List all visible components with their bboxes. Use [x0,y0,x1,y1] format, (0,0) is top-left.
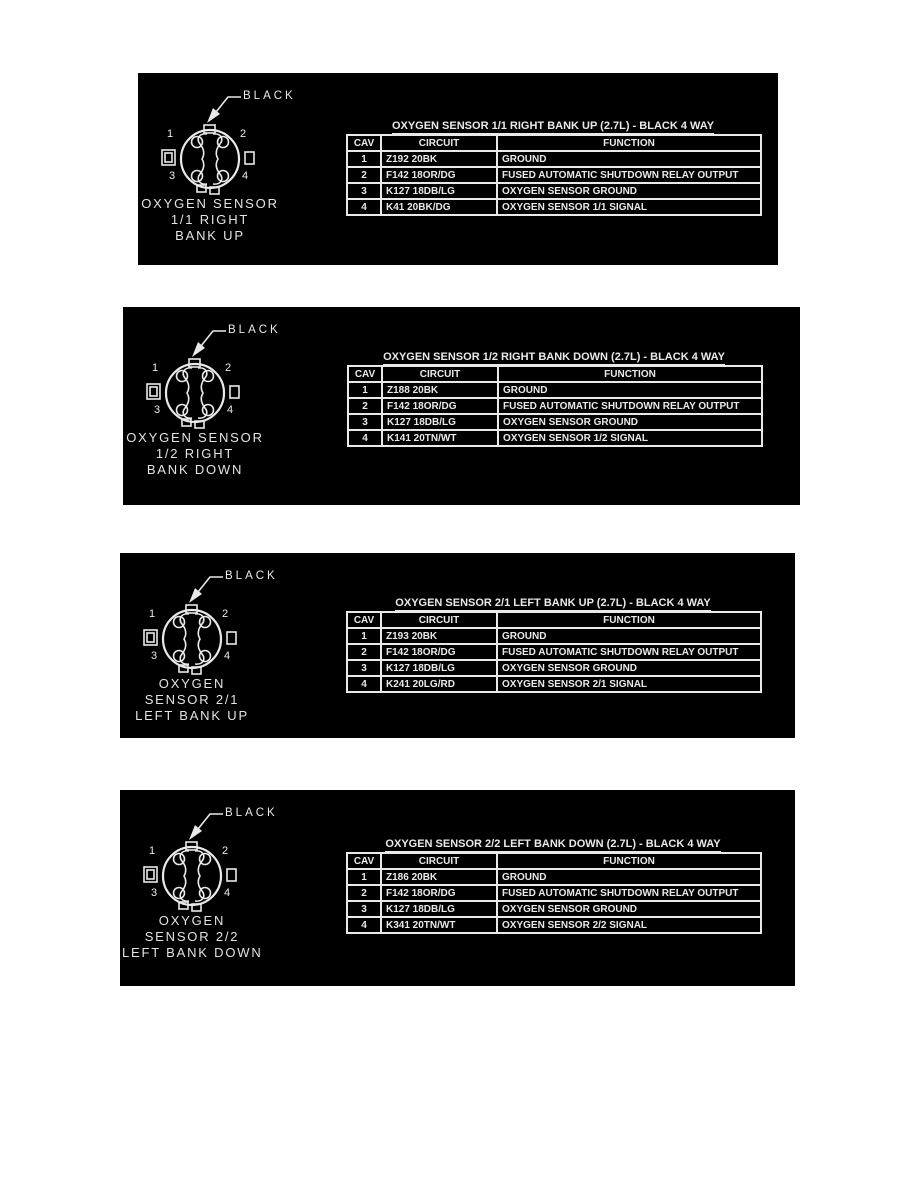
cav-cell: 2 [347,885,381,901]
pin-cavities [192,137,229,182]
table-title-text: OXYGEN SENSOR 1/2 RIGHT BANK DOWN (2.7L) - BLACK 4 WAY [383,351,725,366]
cav-cell: 3 [347,660,381,676]
function-cell: FUSED AUTOMATIC SHUTDOWN RELAY OUTPUT [497,885,761,901]
circuit-cell: K127 18DB/LG [381,660,497,676]
col-header-function: FUNCTION [498,366,762,382]
pinout-table [346,134,762,216]
panel-oxygen-sensor-2-1 [120,553,795,738]
function-cell: FUSED AUTOMATIC SHUTDOWN RELAY OUTPUT [497,167,761,183]
circuit-cell: Z193 20BK [381,628,497,644]
function-cell: GROUND [497,151,761,167]
caption-line: 1/2 RIGHT [155,446,235,461]
caption-line: 1/1 RIGHT [170,212,250,227]
col-header-circuit: CIRCUIT [381,853,497,869]
cav-cell: 2 [347,644,381,660]
table-title [346,120,760,132]
pinout-table-zone [347,351,761,447]
pinout-table-zone [346,597,760,693]
table-row [347,167,761,183]
table-title-text: OXYGEN SENSOR 1/1 RIGHT BANK UP (2.7L) - BLACK 4 WAY [392,120,714,135]
header-row [347,135,761,151]
table-row [347,183,761,199]
cav-cell: 1 [347,869,381,885]
pinout-table [346,611,762,693]
cav-cell: 1 [347,628,381,644]
function-cell: OXYGEN SENSOR 2/2 SIGNAL [497,917,761,933]
circuit-cell: K241 20LG/RD [381,676,497,692]
function-cell: GROUND [497,628,761,644]
black-pointer-arrow [192,331,226,357]
col-header-circuit: CIRCUIT [381,135,497,151]
pin-cavities [177,371,214,416]
caption-line: LEFT BANK UP [135,708,249,723]
circuit-cell: K127 18DB/LG [381,901,497,917]
cav-cell: 4 [347,199,381,215]
table-row [347,869,761,885]
col-header-cav: CAV [348,366,382,382]
cav-cell: 3 [348,414,382,430]
function-cell: OXYGEN SENSOR 1/2 SIGNAL [498,430,762,446]
function-cell: OXYGEN SENSOR GROUND [497,183,761,199]
circuit-cell: F142 18OR/DG [382,398,498,414]
pinout-table [346,852,762,934]
connector-diagram-2-2 [122,798,312,978]
cav-cell: 2 [348,398,382,414]
header-row [347,612,761,628]
cav-cell: 1 [347,151,381,167]
col-header-circuit: CIRCUIT [381,612,497,628]
black-pointer-arrow [189,814,223,840]
circuit-cell: F142 18OR/DG [381,885,497,901]
circuit-cell: K141 20TN/WT [382,430,498,446]
cav-cell: 4 [348,430,382,446]
caption-line: SENSOR 2/1 [144,692,240,707]
table-title [346,597,760,609]
col-header-cav: CAV [347,853,381,869]
function-cell: GROUND [497,869,761,885]
pin-number-4: 4 [224,887,231,899]
pin-number-1: 1 [167,128,174,140]
table-row [348,398,762,414]
header-row [347,853,761,869]
panel-oxygen-sensor-1-2 [123,307,800,505]
header-row [348,366,762,382]
pin-number-2: 2 [222,608,229,620]
cav-cell: 3 [347,183,381,199]
pin-number-3: 3 [151,887,158,899]
connector-caption [140,196,280,244]
table-row [347,628,761,644]
table-title [347,351,761,363]
col-header-function: FUNCTION [497,135,761,151]
wire-color-label: BLACK [228,324,281,336]
pin-number-4: 4 [242,170,249,182]
wire-color-label: BLACK [225,807,278,819]
pin-cavities [174,617,211,662]
function-cell: OXYGEN SENSOR GROUND [497,901,761,917]
cav-cell: 4 [347,676,381,692]
function-cell: FUSED AUTOMATIC SHUTDOWN RELAY OUTPUT [497,644,761,660]
pin-number-4: 4 [224,650,231,662]
function-cell: OXYGEN SENSOR GROUND [498,414,762,430]
table-row [347,660,761,676]
table-row [347,917,761,933]
table-row [347,151,761,167]
table-title-text: OXYGEN SENSOR 2/1 LEFT BANK UP (2.7L) - BLACK 4 WAY [395,597,710,612]
connector-body [181,130,239,188]
circuit-cell: F142 18OR/DG [381,644,497,660]
circuit-cell: K41 20BK/DG [381,199,497,215]
pin-number-3: 3 [151,650,158,662]
wire-color-label: BLACK [225,570,278,582]
cav-cell: 3 [347,901,381,917]
pinout-table [347,365,763,447]
connector-caption [125,430,265,478]
table-row [347,676,761,692]
circuit-cell: K127 18DB/LG [382,414,498,430]
caption-line: LEFT BANK DOWN [122,945,263,960]
caption-line: SENSOR 2/2 [144,929,240,944]
table-title [346,838,760,850]
table-row [347,885,761,901]
function-cell: OXYGEN SENSOR 2/1 SIGNAL [497,676,761,692]
col-header-cav: CAV [347,135,381,151]
black-pointer-arrow [189,577,223,603]
connector-body [163,610,221,668]
pin-number-2: 2 [240,128,247,140]
caption-line: OXYGEN [158,913,226,928]
col-header-function: FUNCTION [497,612,761,628]
connector-body [163,847,221,905]
caption-line: OXYGEN SENSOR [126,430,264,445]
table-row [347,199,761,215]
function-cell: OXYGEN SENSOR 1/1 SIGNAL [497,199,761,215]
circuit-cell: K127 18DB/LG [381,183,497,199]
cav-cell: 2 [347,167,381,183]
pin-number-1: 1 [149,608,156,620]
pin-number-4: 4 [227,404,234,416]
circuit-cell: Z188 20BK [382,382,498,398]
cav-cell: 1 [348,382,382,398]
black-pointer-arrow [207,97,241,123]
function-cell: GROUND [498,382,762,398]
wire-color-label: BLACK [243,90,296,102]
pin-number-2: 2 [222,845,229,857]
pin-number-1: 1 [149,845,156,857]
table-row [348,382,762,398]
circuit-cell: Z186 20BK [381,869,497,885]
col-header-function: FUNCTION [497,853,761,869]
col-header-cav: CAV [347,612,381,628]
connector-diagram-2-1 [122,561,312,741]
function-cell: FUSED AUTOMATIC SHUTDOWN RELAY OUTPUT [498,398,762,414]
table-row [347,644,761,660]
connector-caption [122,913,262,961]
col-header-circuit: CIRCUIT [382,366,498,382]
pin-cavities [174,854,211,899]
caption-line: OXYGEN SENSOR [141,196,279,211]
panel-oxygen-sensor-2-2 [120,790,795,986]
caption-line: OXYGEN [158,676,226,691]
caption-line: BANK DOWN [146,462,244,477]
pin-number-1: 1 [152,362,159,374]
panel-oxygen-sensor-1-1 [138,73,778,265]
circuit-cell: Z192 20BK [381,151,497,167]
pinout-table-zone [346,838,760,934]
connector-body [166,364,224,422]
pin-number-2: 2 [225,362,232,374]
function-cell: OXYGEN SENSOR GROUND [497,660,761,676]
pinout-table-zone [346,120,760,216]
circuit-cell: K341 20TN/WT [381,917,497,933]
caption-line: BANK UP [175,228,245,243]
pin-number-3: 3 [169,170,176,182]
table-row [347,901,761,917]
connector-diagram-1-2 [125,315,315,495]
table-row [348,414,762,430]
connector-diagram-1-1 [140,81,330,261]
circuit-cell: F142 18OR/DG [381,167,497,183]
connector-caption [122,676,262,724]
cav-cell: 4 [347,917,381,933]
table-row [348,430,762,446]
pin-number-3: 3 [154,404,161,416]
table-title-text: OXYGEN SENSOR 2/2 LEFT BANK DOWN (2.7L) - BLACK 4 WAY [385,838,720,853]
